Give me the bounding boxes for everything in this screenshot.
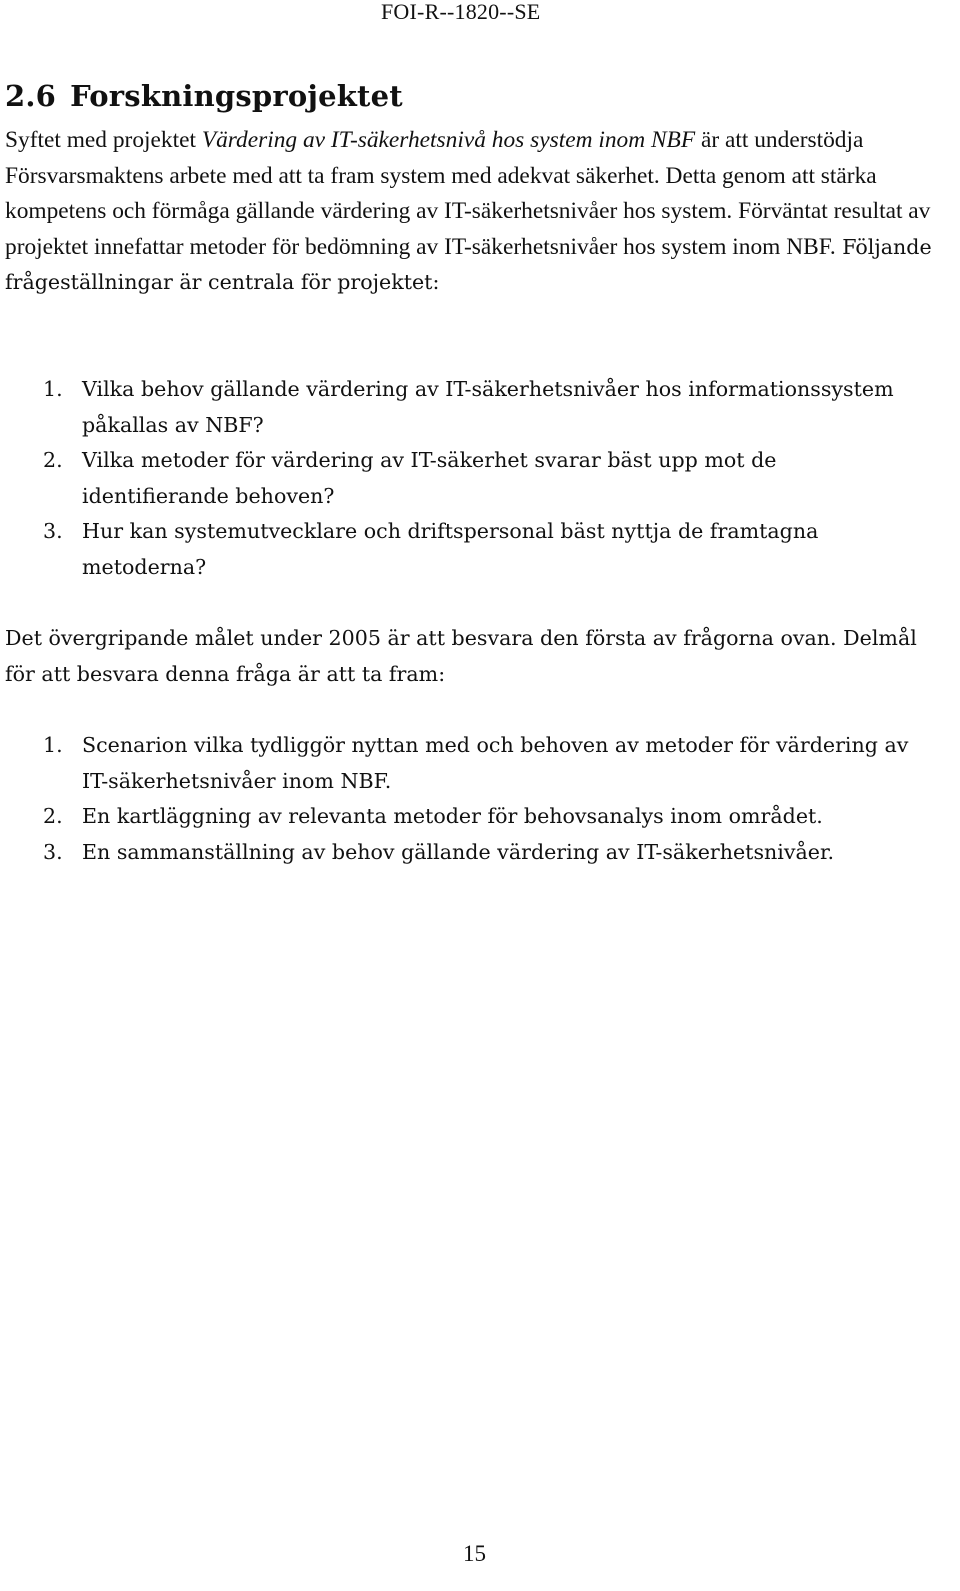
- section-heading: [5, 78, 403, 114]
- list-item: [5, 728, 925, 799]
- research-questions-list: [5, 372, 925, 585]
- list-item-text: En sammanställning av behov gällande värdering av IT-säkerhetsnivåer.: [82, 839, 835, 864]
- page-number: 15: [463, 1541, 486, 1566]
- report-id-header: FOI-R--1820--SE: [381, 0, 541, 24]
- intro-text-end: Följande frågeställningar är centrala för projektet:: [5, 234, 932, 294]
- list-item: [5, 514, 925, 585]
- list-item-number: 1.: [43, 377, 63, 401]
- list-item-text: Hur kan systemutvecklare och driftspersonal bäst nyttja de framtagna metoderna?: [82, 519, 819, 579]
- list-item-text: Scenarion vilka tydliggör nyttan med och behoven av metoder för värdering av IT-säkerhetsnivåer inom NBF.: [82, 733, 909, 793]
- intro-text-start: Syftet med projektet: [5, 127, 202, 153]
- list-item-number: 2.: [43, 804, 63, 828]
- list-item-text: Vilka metoder för värdering av IT-säkerhet svarar bäst upp mot de identifierande behoven?: [82, 448, 777, 508]
- list-item-number: 3.: [43, 839, 63, 864]
- project-title-italic: Värdering av IT-säkerhetsnivå hos system inom NBF: [201, 127, 696, 153]
- section-number: 2.6: [5, 79, 57, 113]
- list-item-text: En kartläggning av relevanta metoder för behovsanalys inom området.: [82, 804, 823, 828]
- list-item: [5, 835, 925, 871]
- list-item-number: 3.: [43, 519, 63, 543]
- list-item-number: 2.: [43, 448, 63, 472]
- intro-text-middle: är att understödja Försvarsmaktens arbete med att ta fram system med adekvat säkerhet. Detta genom att stärka kompetens och förmåga gällande värdering av IT-säkerhetsnivåer hos system. Förväntat resultat av projektet innefattar metoder för bedömning av IT-säkerhetsnivåer hos system inom NBF.: [5, 127, 931, 260]
- list-item: [5, 443, 925, 514]
- list-item-text: Vilka behov gällande värdering av IT-säkerhetsnivåer hos informationssystem påkallas av NBF?: [82, 377, 894, 437]
- list-item: [5, 799, 925, 835]
- subgoals-list: [5, 728, 925, 870]
- section-title: Forskningsprojektet: [70, 79, 403, 113]
- intro-paragraph: [5, 123, 935, 301]
- list-item: [5, 372, 925, 443]
- goal-paragraph: Det övergripande målet under 2005 är att besvara den första av frågorna ovan. Delmål för att besvara denna fråga är att ta fram:: [5, 626, 917, 686]
- list-item-number: 1.: [43, 733, 63, 757]
